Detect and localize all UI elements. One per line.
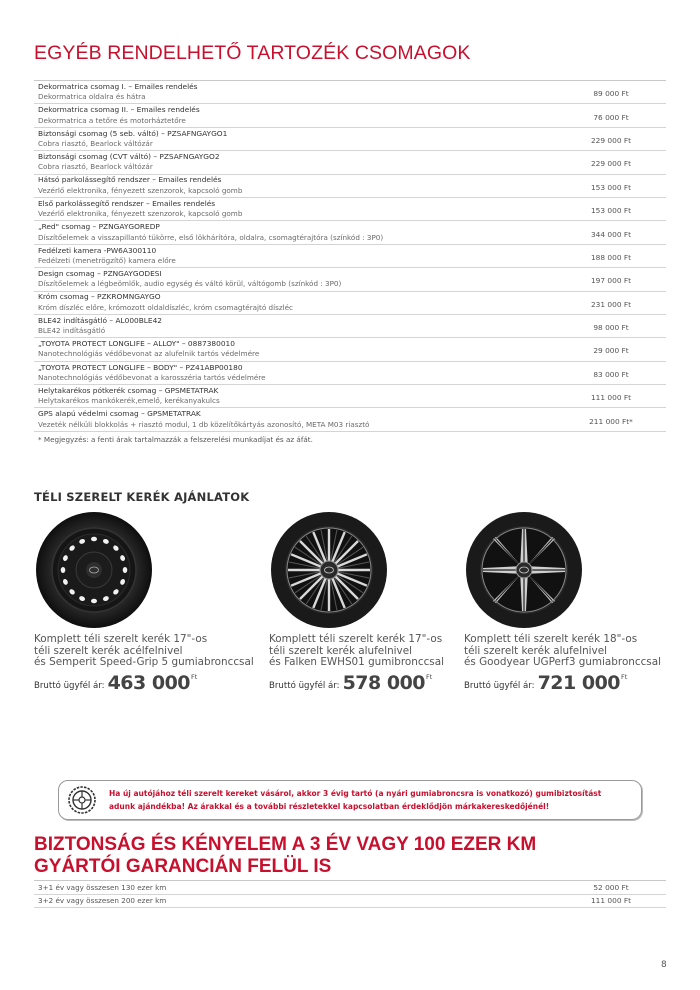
item-price: 76 000 Ft — [593, 112, 629, 122]
promo-line: adunk ajándékba! Az árakkal és a további részletekkel kapcsolatban érdeklődjön márkakereskedőjénél! — [109, 802, 550, 811]
price-unit: Ft — [191, 672, 198, 681]
item-price: 153 000 Ft — [590, 206, 632, 216]
item-name: „Red" csomag – PZNGAYGOREDP — [38, 222, 160, 232]
promo-line: Ha új autójához téli szerelt kereket vásárol, akkor 3 évig tartó (a nyári gumiabroncsra is vonatkozó) gumibiztosítást — [109, 789, 602, 798]
item-price: 197 000 Ft — [590, 276, 632, 286]
accessories-table — [34, 80, 666, 444]
item-price: 229 000 Ft — [590, 159, 632, 169]
table-row — [34, 104, 666, 127]
table-row — [34, 151, 666, 174]
item-description: Fedélzeti (menetrögzítő) kamera előre — [38, 255, 176, 265]
item-price: 153 000 Ft — [590, 182, 632, 192]
item-price: 29 000 Ft — [593, 346, 629, 356]
wheels-section-title: TÉLI SZERELT KERÉK AJÁNLATOK — [34, 490, 250, 504]
item-description: Cobra riasztó, Bearlock váltózár — [38, 138, 153, 148]
price-label: Bruttó ügyfél ár: — [269, 680, 340, 691]
page-title: EGYÉB RENDELHETŐ TARTOZÉK CSOMAGOK — [34, 42, 471, 64]
item-name: Hátsó parkolássegítő rendszer – Emailes rendelés — [38, 175, 222, 185]
price-label: Bruttó ügyfél ár: — [464, 680, 535, 691]
wheel-description — [464, 634, 684, 669]
wheel-desc-line: és Falken EWHS01 gumibronccsal — [269, 656, 444, 668]
wheel-desc-line: téli szerelt kerék alufelnivel — [464, 644, 607, 657]
tire-insurance-promo — [58, 780, 642, 820]
item-price: 98 000 Ft — [593, 323, 629, 333]
item-name: „TOYOTA PROTECT LONGLIFE – ALLOY" – 0887380010 — [38, 339, 235, 349]
table-row — [34, 245, 666, 268]
item-price: 83 000 Ft — [593, 369, 629, 379]
tire-icon — [67, 785, 97, 815]
table-row — [34, 408, 666, 431]
warranty-price: 111 000 Ft — [590, 896, 632, 906]
item-price: 188 000 Ft — [590, 252, 632, 262]
table-row — [34, 338, 666, 361]
warranty-option: 3+2 év vagy összesen 200 ezer km — [38, 896, 167, 906]
item-price: 231 000 Ft — [590, 299, 632, 309]
wheel-offer-card — [269, 510, 489, 694]
item-description: Vezérlő elektronika, fényezett szenzorok, kapcsoló gomb — [38, 185, 243, 195]
wheel-desc-line: téli szerelt kerék alufelnivel — [269, 644, 412, 657]
price-label: Bruttó ügyfél ár: — [34, 680, 105, 691]
warranty-title-line: BIZTONSÁG ÉS KÉNYELEM A 3 ÉV VAGY 100 EZER KM — [34, 834, 537, 855]
item-name: Biztonsági csomag (CVT váltó) – PZSAFNGAYGO2 — [38, 152, 220, 162]
wheel-price: 578 000 — [342, 671, 426, 694]
item-description: Vezeték nélküli blokkolás + riasztó modul, 1 db közelítőkártyás azonosító, META M03 riasztó — [38, 419, 370, 429]
alloy-wheel-twinspoke-icon — [464, 510, 584, 630]
wheel-price: 721 000 — [537, 671, 621, 694]
warranty-table — [34, 880, 666, 908]
item-description: Nanotechnológiás védőbevonat a karosszéria tartós védelmére — [38, 372, 266, 382]
table-row — [34, 198, 666, 221]
wheel-price-row — [34, 672, 254, 694]
table-row — [34, 128, 666, 151]
item-name: Dekormatrica csomag I. – Emailes rendelés — [38, 81, 198, 91]
warranty-section-title — [34, 834, 536, 878]
item-name: „TOYOTA PROTECT LONGLIFE – BODY" – PZ41ABP00180 — [38, 362, 243, 372]
wheel-desc-line: Komplett téli szerelt kerék 17"-os — [34, 633, 208, 645]
price-footnote: * Megjegyzés: a fenti árak tartalmazzák a felszerelési munkadíjat és az áfát. — [38, 434, 313, 444]
table-row — [34, 221, 666, 244]
item-price: 89 000 Ft — [593, 89, 629, 99]
item-description: Króm díszléc előre, krómozott oldaldíszléc, króm csomagtérajtó díszléc — [38, 302, 294, 312]
item-name: GPS alapú védelmi csomag – GPSMETATRAK — [38, 409, 201, 419]
item-description: Díszítőelemek a légbeömlők, audio egység és váltó körül, váltógomb (színkód : 3P0) — [38, 279, 342, 289]
item-price: 111 000 Ft — [590, 393, 632, 403]
page-number: 8 — [661, 960, 667, 970]
price-unit: Ft — [426, 672, 433, 681]
item-name: BLE42 indításgátló – AL000BLE42 — [38, 315, 162, 325]
item-description: Dekormatrica a tetőre és motorháztetőre — [38, 115, 186, 125]
wheel-desc-line: Komplett téli szerelt kerék 17"-os — [269, 633, 443, 645]
alloy-wheel-multispoke-icon — [269, 510, 389, 630]
warranty-title-line: GYÁRTÓI GARANCIÁN FELÜL IS — [34, 856, 332, 877]
price-unit: Ft — [621, 672, 628, 681]
item-description: Díszítőelemek a visszapillantó tükörre, első lökhárítóra, oldalra, csomagtérajtóra (színkód : 3P0) — [38, 232, 384, 242]
promo-text — [109, 787, 601, 813]
table-row — [34, 175, 666, 198]
item-description: Helytakarékos mankókerék,emelő, kerékanyakulcs — [38, 396, 220, 406]
wheel-desc-line: és Semperit Speed-Grip 5 gumiabronccsal — [34, 656, 254, 668]
item-description: BLE42 indításgátló — [38, 326, 106, 336]
steel-wheel-icon — [34, 510, 154, 630]
table-row — [34, 362, 666, 385]
item-description: Nanotechnológiás védőbevonat az alufelnik tartós védelmére — [38, 349, 260, 359]
wheel-price-row — [269, 672, 489, 694]
wheel-desc-line: és Goodyear UGPerf3 gumiabronccsal — [464, 656, 661, 668]
item-name: Első parkolássegítő rendszer – Emailes rendelés — [38, 198, 216, 208]
table-row — [34, 895, 666, 909]
table-row — [34, 292, 666, 315]
item-name: Króm csomag – PZKROMNGAYGO — [38, 292, 161, 302]
item-description: Vezérlő elektronika, fényezett szenzorok, kapcsoló gomb — [38, 209, 243, 219]
item-name: Fedélzeti kamera -PW6A300110 — [38, 245, 157, 255]
warranty-price: 52 000 Ft — [593, 882, 629, 892]
item-name: Biztonsági csomag (5 seb. váltó) – PZSAFNGAYGO1 — [38, 128, 228, 138]
item-name: Helytakarékos pótkerék csomag – GPSMETATRAK — [38, 385, 219, 395]
wheel-description — [34, 634, 254, 669]
wheel-price: 463 000 — [107, 671, 191, 694]
table-row — [34, 881, 666, 895]
item-name: Design csomag – PZNGAYGODESI — [38, 269, 162, 279]
wheel-offer-card — [464, 510, 684, 694]
wheel-description — [269, 634, 489, 669]
item-price: 211 000 Ft* — [589, 416, 633, 426]
table-row — [34, 385, 666, 408]
item-price: 229 000 Ft — [590, 135, 632, 145]
wheel-offer-card — [34, 510, 254, 694]
wheel-desc-line: téli szerelt kerék acélfelnivel — [34, 644, 183, 657]
table-row — [34, 81, 666, 104]
warranty-option: 3+1 év vagy összesen 130 ezer km — [38, 882, 167, 892]
table-row — [34, 268, 666, 291]
item-price: 344 000 Ft — [590, 229, 632, 239]
wheel-price-row — [464, 672, 684, 694]
item-description: Cobra riasztó, Bearlock váltózár — [38, 162, 153, 172]
item-description: Dekormatrica oldalra és hátra — [38, 92, 146, 102]
wheel-desc-line: Komplett téli szerelt kerék 18"-os — [464, 633, 638, 645]
table-row — [34, 315, 666, 338]
item-name: Dekormatrica csomag II. – Emailes rendelés — [38, 105, 200, 115]
